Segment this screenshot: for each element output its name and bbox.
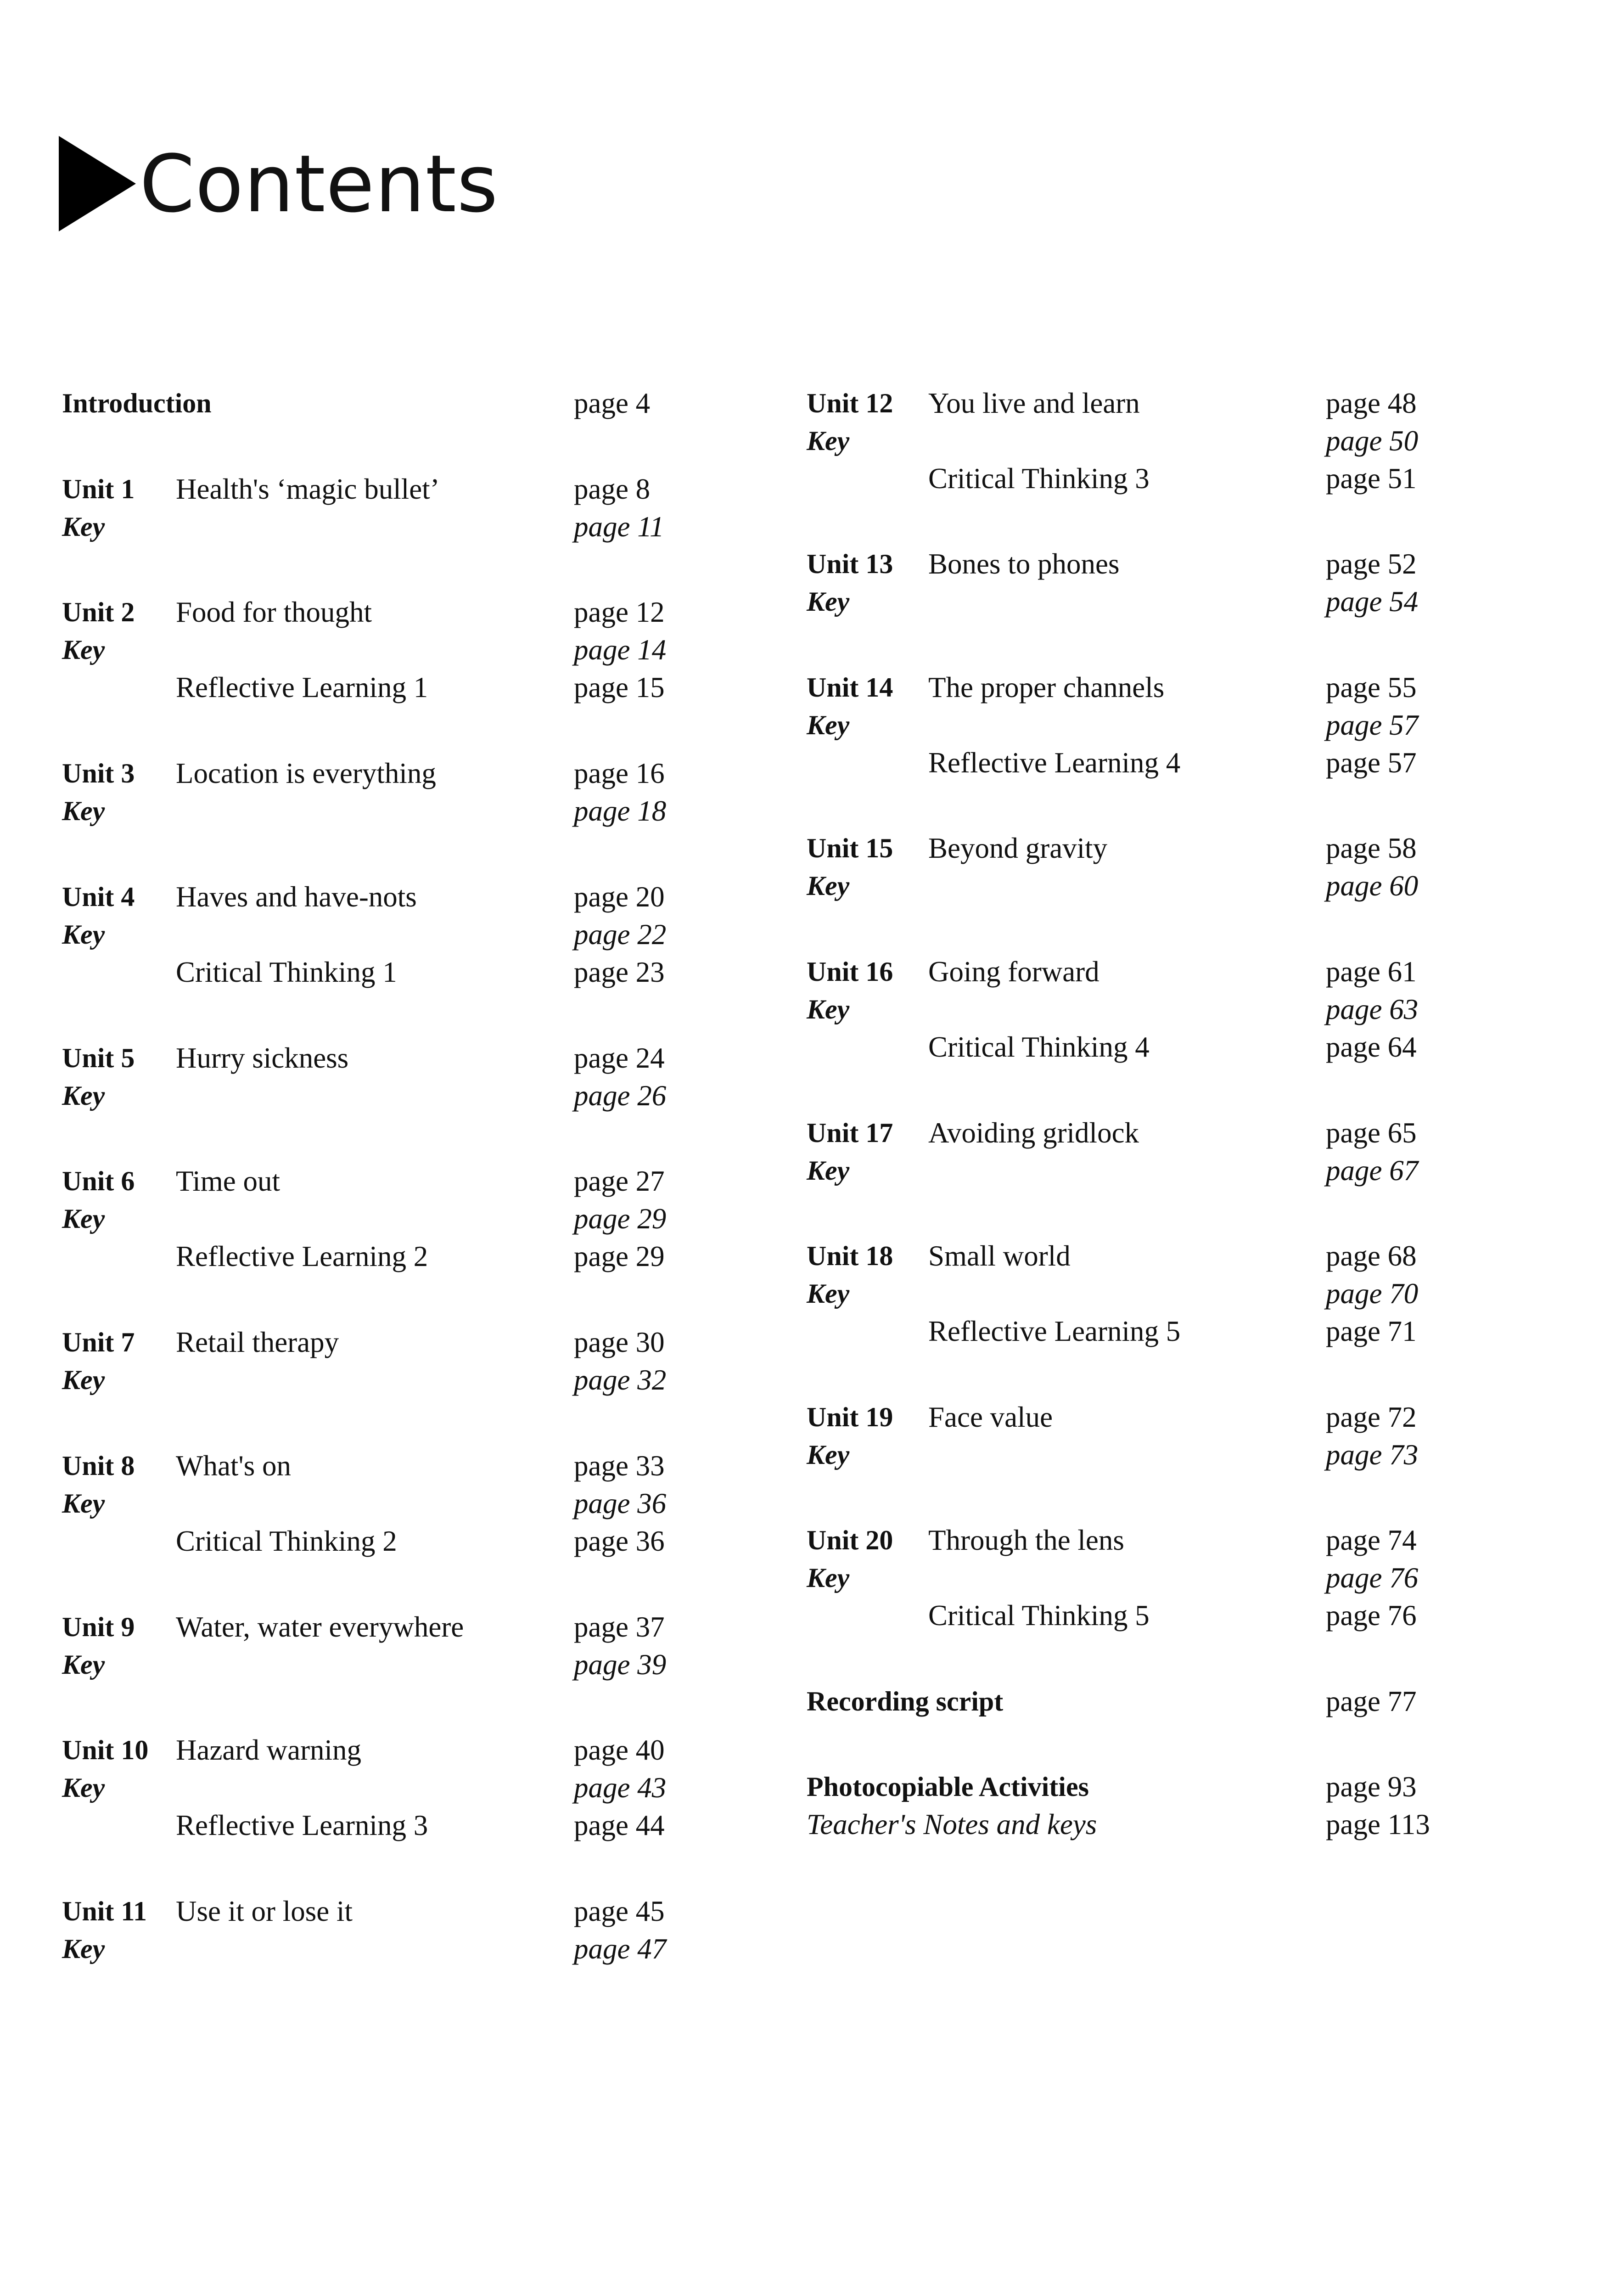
- toc-entry-label: Unit 7: [62, 1327, 135, 1357]
- toc-entry-page: page 29: [574, 1203, 667, 1235]
- toc-entry-page: page 43: [574, 1772, 667, 1804]
- toc-entry-page: page 15: [574, 671, 665, 703]
- toc-entry-page: page 76: [1326, 1562, 1419, 1594]
- toc-entry-page: page 52: [1326, 548, 1417, 580]
- toc-entry-label: Unit 2: [62, 597, 135, 627]
- page-title: [59, 129, 499, 239]
- toc-entry-page: page 29: [574, 1240, 665, 1272]
- toc-entry-label: Key: [807, 710, 850, 740]
- toc-entry-title: Use it or lose it: [176, 1895, 353, 1927]
- toc-entry-page: page 51: [1326, 462, 1417, 495]
- toc-entry-title: Reflective Learning 4: [928, 747, 1181, 779]
- toc-entry-page: page 24: [574, 1042, 665, 1074]
- toc-entry-title: Haves and have-nots: [176, 881, 417, 913]
- toc-entry-label: Key: [62, 796, 105, 826]
- toc-entry-page: page 93: [1326, 1771, 1417, 1803]
- toc-entry-page: page 113: [1326, 1808, 1430, 1840]
- toc-entry-page: page 73: [1326, 1439, 1419, 1471]
- toc-entry-title: Reflective Learning 1: [176, 671, 428, 703]
- toc-entry-label: Photocopiable Activities: [807, 1772, 1089, 1802]
- toc-entry-title: Going forward: [928, 956, 1099, 988]
- toc-entry-label: Key: [807, 1440, 850, 1470]
- toc-entry-label: Unit 8: [62, 1451, 135, 1481]
- toc-entry-title: Water, water everywhere: [176, 1611, 464, 1643]
- toc-entry-page: page 61: [1326, 956, 1417, 988]
- toc-entry-page: page 22: [574, 918, 667, 951]
- toc-entry-title: Time out: [176, 1165, 280, 1197]
- toc-entry-title: Reflective Learning 3: [176, 1809, 428, 1841]
- toc-entry-title: Critical Thinking 5: [928, 1599, 1150, 1632]
- toc-entry-page: page 55: [1326, 671, 1417, 703]
- toc-entry-title: Critical Thinking 1: [176, 956, 397, 988]
- toc-entry-label: Key: [62, 1488, 105, 1519]
- toc-entry-page: page 74: [1326, 1524, 1417, 1556]
- toc-entry-label: Unit 6: [62, 1166, 135, 1196]
- toc-entry-page: page 37: [574, 1611, 665, 1643]
- toc-entry-page: page 36: [574, 1487, 667, 1519]
- toc-entry-label: Unit 5: [62, 1043, 135, 1073]
- toc-entry-label: Key: [807, 994, 850, 1024]
- toc-entry-label: Key: [62, 1649, 105, 1680]
- toc-entry-page: page 12: [574, 596, 665, 628]
- toc-entry-title: Retail therapy: [176, 1326, 339, 1358]
- toc-entry-title: The proper channels: [928, 671, 1165, 703]
- toc-entry-label: Introduction: [62, 388, 212, 418]
- toc-entry-title: Reflective Learning 5: [928, 1315, 1181, 1347]
- page-title-text: Contents: [140, 137, 499, 230]
- toc-entry-title: Critical Thinking 3: [928, 462, 1150, 495]
- toc-entry-page: page 71: [1326, 1315, 1417, 1347]
- toc-entry-label: Key: [807, 426, 850, 456]
- toc-entry-label: Key: [62, 1934, 105, 1964]
- toc-entry-label: Unit 15: [807, 833, 893, 863]
- toc-entry-title: Small world: [928, 1240, 1071, 1272]
- toc-entry-page: page 77: [1326, 1685, 1417, 1717]
- toc-entry-label: Key: [62, 1773, 105, 1803]
- toc-entry-title: You live and learn: [928, 387, 1140, 419]
- toc-entry-title: Beyond gravity: [928, 832, 1108, 864]
- toc-entry-page: page 30: [574, 1326, 665, 1358]
- toc-entry-label: Key: [62, 1365, 105, 1395]
- toc-entry-page: page 76: [1326, 1599, 1417, 1632]
- toc-entry-title: Food for thought: [176, 596, 372, 628]
- toc-entry-label: Key: [807, 1278, 850, 1309]
- toc-entry-page: page 50: [1326, 425, 1419, 457]
- toc-entry-page: page 63: [1326, 993, 1419, 1025]
- toc-entry-page: page 4: [574, 387, 651, 419]
- toc-entry-title: Avoiding gridlock: [928, 1117, 1139, 1149]
- toc-entry-label: Unit 17: [807, 1118, 893, 1148]
- toc-entry-label: Unit 10: [62, 1735, 149, 1765]
- toc-entry-title: Location is everything: [176, 757, 436, 789]
- toc-entry-page: page 40: [574, 1734, 665, 1766]
- toc-entry-page: page 32: [574, 1364, 667, 1396]
- toc-entry-page: page 16: [574, 757, 665, 789]
- toc-entry-page: page 67: [1326, 1154, 1419, 1187]
- toc-entry-label: Key: [62, 1080, 105, 1111]
- toc-entry-label: Unit 4: [62, 882, 135, 912]
- toc-entry-label: Key: [62, 1204, 105, 1234]
- toc-entry-label: Key: [62, 635, 105, 665]
- toc-entry-page: page 26: [574, 1080, 667, 1112]
- toc-entry-page: page 72: [1326, 1401, 1417, 1433]
- toc-entry-label: Unit 16: [807, 957, 893, 987]
- toc-entry-page: page 39: [574, 1649, 667, 1681]
- toc-entry-title: Critical Thinking 4: [928, 1031, 1150, 1063]
- toc-entry-title: Bones to phones: [928, 548, 1120, 580]
- toc-entry-page: page 18: [574, 795, 667, 827]
- toc-entry-page: page 47: [574, 1933, 667, 1965]
- toc-entry-label: Key: [62, 919, 105, 950]
- toc-entry-page: page 11: [574, 511, 664, 543]
- toc-entry-label: Unit 19: [807, 1402, 893, 1432]
- toc-entry-label: Key: [807, 586, 850, 617]
- toc-entry-page: page 58: [1326, 832, 1417, 864]
- toc-entry-page: page 33: [574, 1450, 665, 1482]
- toc-entry-title: Face value: [928, 1401, 1053, 1433]
- toc-entry-label: Unit 3: [62, 758, 135, 788]
- toc-entry-page: page 23: [574, 956, 665, 988]
- toc-entry-page: page 68: [1326, 1240, 1417, 1272]
- toc-entry-label: Unit 14: [807, 672, 893, 703]
- toc-entry-title: Reflective Learning 2: [176, 1240, 428, 1272]
- toc-entry-page: page 36: [574, 1525, 665, 1557]
- toc-entry-title: Critical Thinking 2: [176, 1525, 397, 1557]
- toc-entry-page: page 14: [574, 634, 667, 666]
- toc-entry-label: Unit 18: [807, 1241, 893, 1271]
- toc-entry-label: Unit 9: [62, 1612, 135, 1642]
- toc-entry-page: page 54: [1326, 585, 1419, 618]
- toc-entry-title: Through the lens: [928, 1524, 1124, 1556]
- toc-entry-label: Key: [807, 1563, 850, 1593]
- toc-entry-page: page 27: [574, 1165, 665, 1197]
- toc-entry-title: What's on: [176, 1450, 292, 1482]
- toc-entry-title: Hazard warning: [176, 1734, 362, 1766]
- toc-entry-page: page 44: [574, 1809, 665, 1841]
- toc-entry-label: Unit 11: [62, 1896, 147, 1926]
- toc-entry-label: Unit 1: [62, 474, 135, 504]
- toc-entry-page: page 57: [1326, 747, 1417, 779]
- toc-entry-page: page 70: [1326, 1277, 1419, 1310]
- toc-entry-page: page 64: [1326, 1031, 1417, 1063]
- toc-entry-title: Health's ‘magic bullet’: [176, 473, 440, 505]
- toc-entry-title: Hurry sickness: [176, 1042, 349, 1074]
- toc-entry-page: page 45: [574, 1895, 665, 1927]
- toc-entry-label: Key: [62, 512, 105, 542]
- toc-entry-label: Key: [807, 871, 850, 901]
- arrow-triangle-icon: [59, 136, 136, 231]
- toc-entry-page: page 20: [574, 881, 665, 913]
- toc-entry-page: page 48: [1326, 387, 1417, 419]
- toc-entry-label: Unit 20: [807, 1525, 893, 1555]
- toc-entry-label: Recording script: [807, 1686, 1004, 1716]
- toc-entry-page: page 57: [1326, 709, 1419, 741]
- toc-entry-label: Unit 12: [807, 388, 893, 418]
- toc-entry-page: page 65: [1326, 1117, 1417, 1149]
- toc-entry-label: Unit 13: [807, 549, 893, 579]
- toc-entry-page: page 60: [1326, 870, 1419, 902]
- toc-entry-page: page 8: [574, 473, 651, 505]
- toc-entry-label: Teacher's Notes and keys: [807, 1808, 1097, 1840]
- toc-entry-label: Key: [807, 1155, 850, 1186]
